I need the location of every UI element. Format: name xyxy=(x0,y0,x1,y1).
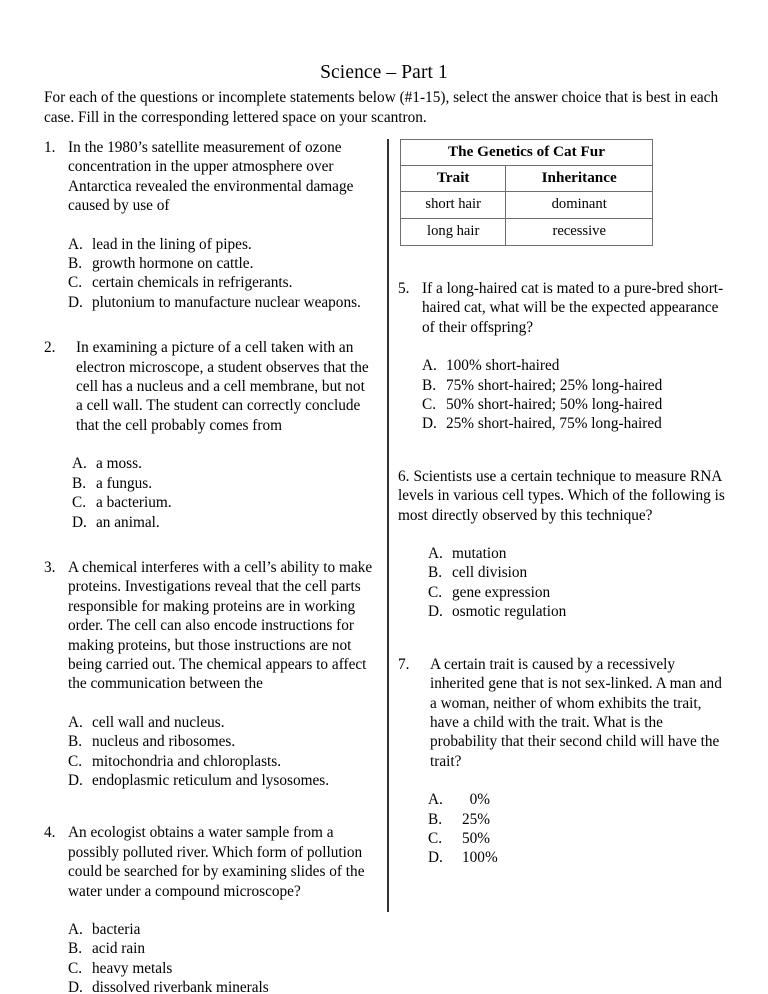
choice-5-b-text: 75% short-haired; 25% long-haired xyxy=(446,376,663,394)
choice-1-d[interactable] xyxy=(68,293,374,312)
choice-6-c-text: gene expression xyxy=(452,583,551,601)
choice-7-d[interactable] xyxy=(428,848,732,867)
question-2-choices xyxy=(72,454,374,532)
question-2-stem xyxy=(44,338,374,435)
question-1-number: 1. xyxy=(44,139,56,156)
choice-6-b-text: cell division xyxy=(452,564,528,582)
choice-3-c[interactable] xyxy=(68,752,374,771)
choice-6-d[interactable] xyxy=(428,602,732,621)
choice-4-c-letter: C. xyxy=(68,959,83,977)
choice-6-a[interactable] xyxy=(428,544,732,563)
choice-5-d-letter: D. xyxy=(422,415,437,433)
choice-5-b[interactable] xyxy=(422,376,732,395)
choice-6-c[interactable] xyxy=(428,583,732,602)
choice-1-b-letter: B. xyxy=(68,255,83,273)
choice-4-b-text: acid rain xyxy=(92,940,146,958)
question-7 xyxy=(398,655,732,868)
choice-5-d-text: 25% short-haired, 75% long-haired xyxy=(446,415,662,433)
genetics-of-cat-fur-table xyxy=(400,139,653,246)
question-1-choices xyxy=(68,235,374,313)
table-caption-row xyxy=(401,140,653,166)
choice-2-d[interactable] xyxy=(72,513,374,532)
choice-6-d-letter: D. xyxy=(428,603,443,621)
choice-2-d-text: an animal. xyxy=(96,513,160,531)
page-title: Science – Part 1 xyxy=(320,62,448,83)
choice-7-c-text: 50% xyxy=(462,829,491,847)
choice-2-a[interactable] xyxy=(72,454,374,473)
column-divider xyxy=(387,139,389,912)
choice-2-d-letter: D. xyxy=(72,513,87,531)
choice-2-b-text: a fungus. xyxy=(96,474,153,492)
choice-3-b-letter: B. xyxy=(68,733,83,751)
choice-7-d-text: 100% xyxy=(462,849,498,867)
choice-6-c-letter: C. xyxy=(428,583,443,601)
choice-5-a-letter: A. xyxy=(422,357,437,375)
choice-3-d-text: endoplasmic reticulum and lysosomes. xyxy=(92,771,330,789)
choice-4-c-text: heavy metals xyxy=(92,959,173,977)
table-caption: The Genetics of Cat Fur xyxy=(401,140,653,166)
table-header-row xyxy=(401,166,653,192)
question-5 xyxy=(398,279,732,434)
choice-4-d[interactable] xyxy=(68,978,374,994)
choice-1-b[interactable] xyxy=(68,254,374,273)
question-6 xyxy=(398,467,732,622)
choice-2-a-text: a moss. xyxy=(96,455,142,473)
choice-6-b[interactable] xyxy=(428,563,732,582)
choice-1-c-letter: C. xyxy=(68,274,83,292)
choice-6-d-text: osmotic regulation xyxy=(452,603,567,621)
question-3-stem xyxy=(44,558,374,694)
question-5-stem xyxy=(398,279,732,337)
instructions-text: For each of the questions or incomplete statements below (#1-15), select the answer choice that is best in each case. Fill in the corresponding lettered space on your scantron. xyxy=(44,89,719,126)
question-7-number: 7. xyxy=(398,655,410,673)
question-1-text: In the 1980’s satellite measurement of ozone concentration in the upper atmosphere over Antarctica revealed the environmental damage caused by use of xyxy=(68,139,354,215)
choice-1-d-text: plutonium to manufacture nuclear weapons. xyxy=(92,293,361,311)
choice-1-d-letter: D. xyxy=(68,293,83,311)
choice-1-a-text: lead in the lining of pipes. xyxy=(92,235,252,253)
question-5-text: If a long-haired cat is mated to a pure-bred short-haired cat, what will be the expected appearance of their offspring? xyxy=(422,280,724,336)
choice-7-c-letter: C. xyxy=(428,829,443,847)
table-row xyxy=(401,192,653,219)
question-3-number: 3. xyxy=(44,558,56,576)
choice-6-a-text: mutation xyxy=(452,545,507,563)
question-4-text: An ecologist obtains a water sample from a possibly polluted river. Which form of pollution could be searched for by examining slides of the water under a compound microscope? xyxy=(68,824,365,900)
choice-4-c[interactable] xyxy=(68,959,374,978)
right-column xyxy=(398,138,732,868)
question-6-number: 6. xyxy=(398,467,410,485)
choice-6-b-letter: B. xyxy=(428,564,443,582)
choice-3-c-letter: C. xyxy=(68,752,83,770)
choice-4-a[interactable] xyxy=(68,920,374,939)
table-cell-inheritance-dominant: dominant xyxy=(506,192,653,219)
question-3-choices xyxy=(68,713,374,791)
choice-5-d[interactable] xyxy=(422,414,732,433)
choice-2-c-letter: C. xyxy=(72,494,87,512)
choice-3-a-letter: A. xyxy=(68,713,83,731)
choice-5-c-letter: C. xyxy=(422,396,437,414)
question-7-stem xyxy=(398,655,732,771)
table-cell-trait-short-hair: short hair xyxy=(401,192,506,219)
choice-3-a-text: cell wall and nucleus. xyxy=(92,713,225,731)
choice-6-a-letter: A. xyxy=(428,545,443,563)
left-column xyxy=(44,138,374,994)
question-6-choices xyxy=(428,544,732,622)
choice-4-d-letter: D. xyxy=(68,979,83,994)
choice-5-a-text: 100% short-haired xyxy=(446,357,560,375)
choice-3-d[interactable] xyxy=(68,771,374,790)
choice-7-b[interactable] xyxy=(428,810,732,829)
question-4 xyxy=(44,823,374,994)
question-7-text: A certain trait is caused by a recessively inherited gene that is not sex-linked. A man and a woman, neither of whom exhibits the trait, have a child with the trait. What is the probability that their second child will have the trait? xyxy=(430,655,722,770)
question-3-text: A chemical interferes with a cell’s ability to make proteins. Investigations reveal that the cell parts responsible for making proteins are in working order. The cell can also encode instructions for making proteins, but those instructions are not being carried out. The chemical appears to affect the communication between the xyxy=(68,558,373,693)
choice-2-c-text: a bacterium. xyxy=(96,494,172,512)
choice-4-d-text: dissolved riverbank minerals xyxy=(92,979,269,994)
choice-4-a-letter: A. xyxy=(68,921,83,938)
question-2-text: In examining a picture of a cell taken with an electron microscope, a student observes that the cell has a nucleus and a cell membrane, but not a cell wall. The student can correctly conclude that the cell probably comes from xyxy=(76,339,369,434)
choice-4-b[interactable] xyxy=(68,939,374,958)
question-1 xyxy=(44,138,374,312)
choice-7-d-letter: D. xyxy=(428,849,443,867)
question-2-number: 2. xyxy=(44,339,56,357)
choice-4-a-text: bacteria xyxy=(92,921,141,938)
choice-2-c[interactable] xyxy=(72,493,374,512)
question-6-stem xyxy=(398,467,732,525)
choice-3-c-text: mitochondria and chloroplasts. xyxy=(92,752,282,770)
choice-5-b-letter: B. xyxy=(422,376,437,394)
choice-1-a[interactable] xyxy=(68,235,374,254)
choice-1-b-text: growth hormone on cattle. xyxy=(92,255,254,273)
choice-7-a-letter: A. xyxy=(428,791,443,809)
choice-4-b-letter: B. xyxy=(68,940,83,958)
choice-1-c-text: certain chemicals in refrigerants. xyxy=(92,274,293,292)
choice-3-d-letter: D. xyxy=(68,771,83,789)
choice-1-a-letter: A. xyxy=(68,235,83,253)
choice-2-b-letter: B. xyxy=(72,474,87,492)
choice-7-b-letter: B. xyxy=(428,810,443,828)
question-2 xyxy=(44,338,374,532)
question-6-text: Scientists use a certain technique to measure RNA levels in various cell types. Which of the following is most directly observed by this technique? xyxy=(398,467,725,524)
question-4-choices xyxy=(68,920,374,994)
table-row xyxy=(401,219,653,246)
choice-7-b-text: 25% xyxy=(462,810,491,828)
table-header-inheritance: Inheritance xyxy=(506,166,653,192)
table-header-trait: Trait xyxy=(401,166,506,192)
question-4-stem xyxy=(44,823,374,901)
choice-3-b-text: nucleus and ribosomes. xyxy=(92,733,236,751)
choice-2-a-letter: A. xyxy=(72,455,87,473)
choice-7-a[interactable] xyxy=(428,790,732,809)
choice-2-b[interactable] xyxy=(72,474,374,493)
choice-1-c[interactable] xyxy=(68,273,374,292)
choice-5-c[interactable] xyxy=(422,395,732,414)
choice-7-c[interactable] xyxy=(428,829,732,848)
question-7-choices xyxy=(428,790,732,868)
choice-5-a[interactable] xyxy=(422,356,732,375)
choice-5-c-text: 50% short-haired; 50% long-haired xyxy=(446,396,663,414)
question-4-number: 4. xyxy=(44,824,56,842)
choice-7-a-text: 0% xyxy=(462,791,491,809)
choice-3-a[interactable] xyxy=(68,713,374,732)
question-3 xyxy=(44,558,374,790)
table-cell-trait-long-hair: long hair xyxy=(401,219,506,246)
question-1-stem xyxy=(44,138,374,216)
question-5-choices xyxy=(422,356,732,434)
choice-3-b[interactable] xyxy=(68,732,374,751)
table-cell-inheritance-recessive: recessive xyxy=(506,219,653,246)
question-5-number: 5. xyxy=(398,280,410,297)
